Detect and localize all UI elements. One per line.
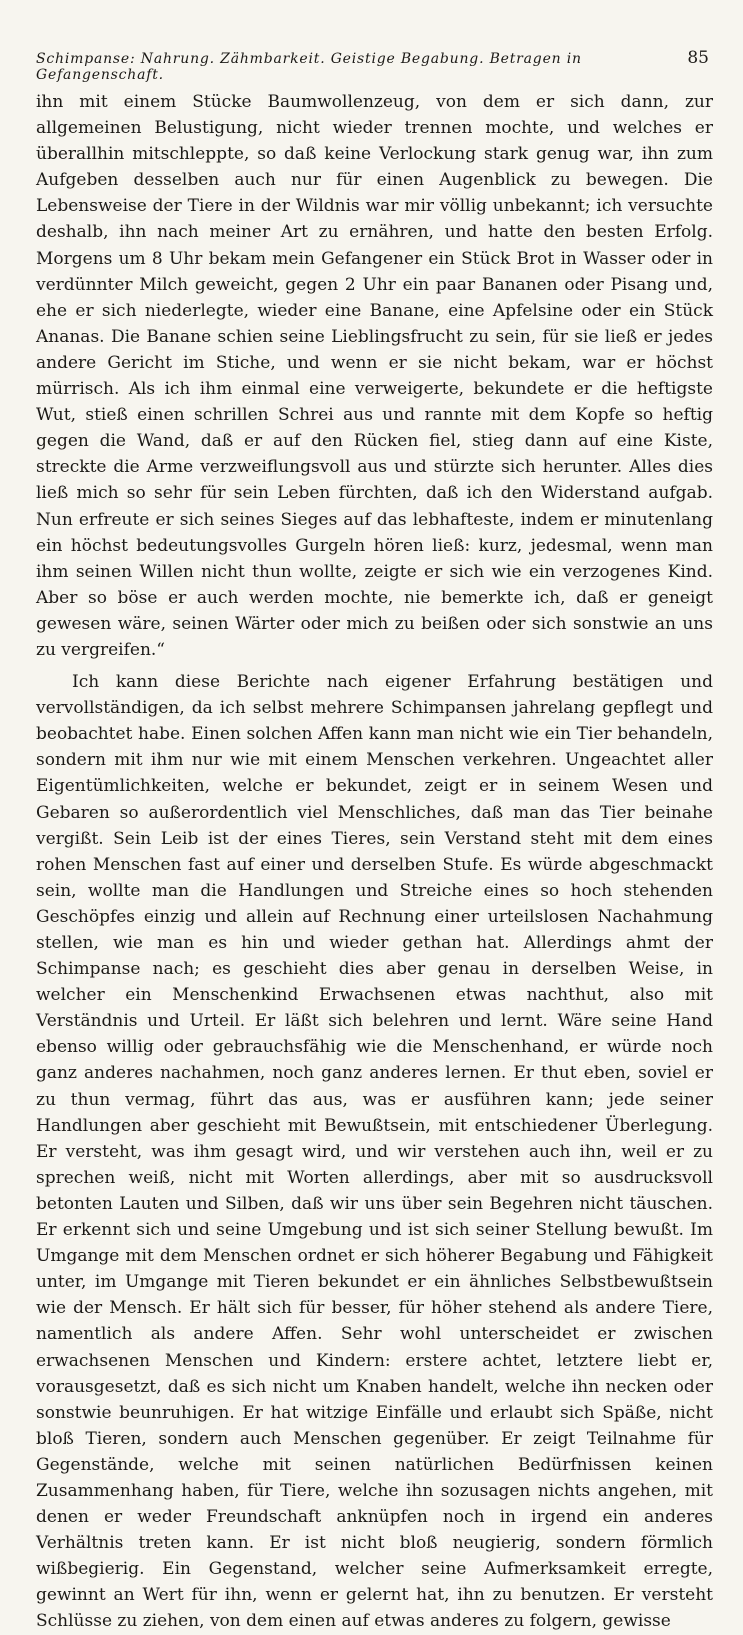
body-text [36, 89, 713, 1635]
running-head: Schimpanse: Nahrung. Zähmbarkeit. Geistige Begabung. Betragen in Gefangenschaft. [36, 51, 582, 83]
paragraph-2: Ich kann diese Berichte nach eigener Erfahrung bestätigen und vervollständigen, da ich selbst mehrere Schimpansen jahrelang gepflegt und beobachtet habe. Einen solchen Affen kann man nicht wie ein Tier behandeln, sondern mit ihm nur wie mit einem Menschen verkehren. Ungeachtet aller Eigentümlichkeiten, welche er bekundet, zeigt er in seinem Wesen und Gebaren so außerordentlich viel Menschliches, daß man das Tier beinahe vergißt. Sein Leib ist der eines Tieres, sein Verstand steht mit dem eines rohen Menschen fast auf einer und derselben Stufe. Es würde abgeschmackt sein, wollte man die Handlungen und Streiche eines so hoch stehenden Geschöpfes einzig und allein auf Rechnung einer urteilslosen Nachahmung stellen, wie man es hin und wieder gethan hat. Allerdings ahmt der Schimpanse nach; es geschieht dies aber genau in derselben Weise, in welcher ein Menschenkind Erwachsenen etwas nachthut, also mit Verständnis und Urteil. Er läßt sich belehren und lernt. Wäre seine Hand ebenso willig oder gebrauchsfähig wie die Menschenhand, er würde noch ganz anderes nachahmen, noch ganz anderes lernen. Er thut eben, soviel er zu thun vermag, führt das aus, was er ausführen kann; jede seiner Handlungen aber geschieht mit Bewußtsein, mit entschiedener Überlegung. Er versteht, was ihm gesagt wird, und wir verstehen auch ihn, weil er zu sprechen weiß, nicht mit Worten allerdings, aber mit so ausdrucksvoll betonten Lauten und Silben, daß wir uns über sein Begehren nicht täuschen. Er erkennt sich und seine Umgebung und ist sich seiner Stellung bewußt. Im Umgange mit dem Menschen ordnet er sich höherer Begabung und Fähigkeit unter, im Umgange mit Tieren bekundet er ein ähnliches Selbstbewußtsein wie der Mensch. Er hält sich für besser, für höher stehend als andere Tiere, namentlich als andere Affen. Sehr wohl unterscheidet er zwischen erwachsenen Menschen und Kindern: erstere achtet, letztere liebt er, vorausgesetzt, daß es sich nicht um Knaben handelt, welche ihn necken oder sonstwie beunruhigen. Er hat witzige Einfälle und erlaubt sich Späße, nicht bloß Tieren, sondern auch Menschen gegenüber. Er zeigt Teilnahme für Gegenstände, welche mit seinen natürlichen Bedürfnissen keinen Zusammenhang haben, für Tiere, welche ihn sozusagen nichts angehen, mit denen er weder Freundschaft anknüpfen noch in irgend ein anderes Verhältnis treten kann. Er ist nicht bloß neugierig, sondern förmlich wißbegierig. Ein Gegenstand, welcher seine Aufmerksamkeit erregte, gewinnt an Wert für ihn, wenn er gelernt hat, ihn zu benutzen. Er versteht Schlüsse zu ziehen, von dem einen auf etwas anderes zu folgern, gewisse [36, 672, 713, 1632]
paragraph-1: ihn mit einem Stücke Baumwollenzeug, von dem er sich dann, zur allgemeinen Belustigung, nicht wieder trennen mochte, und welches er überallhin mitschleppte, so daß keine Verlockung stark genug war, ihn zum Aufgeben desselben auch nur für einen Augenblick zu bewegen. Die Lebensweise der Tiere in der Wildnis war mir völlig unbekannt; ich versuchte deshalb, ihn nach meiner Art zu ernähren, und hatte den besten Erfolg. Morgens um 8 Uhr bekam mein Gefangener ein Stück Brot in Wasser oder in verdünnter Milch geweicht, gegen 2 Uhr ein paar Bananen oder Pisang und, ehe er sich niederlegte, wieder eine Banane, eine Apfelsine oder ein Stück Ananas. Die Banane schien seine Lieblingsfrucht zu sein, für sie ließ er jedes andere Gericht im Stiche, und wenn er sie nicht bekam, war er höchst mürrisch. Als ich ihm einmal eine verweigerte, bekundete er die heftigste Wut, stieß einen schrillen Schrei aus und rannte mit dem Kopfe so heftig gegen die Wand, daß er auf den Rücken fiel, stieg dann auf eine Kiste, streckte die Arme verzweiflungsvoll aus und stürzte sich herunter. Alles dies ließ mich so sehr für sein Leben fürchten, daß ich den Widerstand aufgab. Nun erfreute er sich seines Sieges auf das lebhafteste, indem er minutenlang ein höchst bedeutungsvolles Gurgeln hören ließ: kurz, jedesmal, wenn man ihm seinen Willen nicht thun wollte, zeigte er sich wie ein verzogenes Kind. Aber so böse er auch werden mochte, nie bemerkte ich, daß er geneigt gewesen wäre, seinen Wärter oder mich zu beißen oder sich sonstwie an uns zu vergreifen.“ [36, 92, 713, 660]
page-number: 85 [687, 48, 709, 68]
page-header [36, 48, 709, 83]
